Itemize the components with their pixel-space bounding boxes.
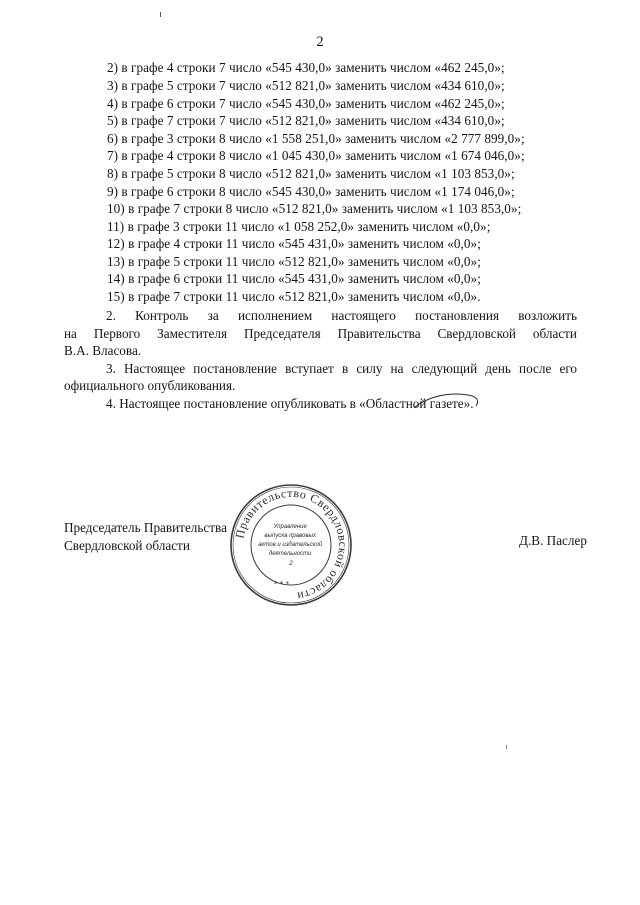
seal-line: деятельности — [268, 551, 312, 557]
seal-line: актов и издательской — [258, 542, 323, 548]
list-item: 5) в графе 7 строки 7 число «512 821,0» заменить числом «434 610,0»; — [107, 113, 505, 128]
seal-line: Управление — [273, 524, 307, 530]
svg-text:Управление выпуска право — [258, 524, 324, 567]
scan-mark — [506, 745, 507, 749]
paragraph-line: 3. Настоящее постановление вступает в силу на следующий день после его — [106, 361, 577, 376]
list-item: 4) в графе 6 строки 7 число «545 430,0» заменить числом «462 245,0»; — [107, 96, 505, 111]
seal-line: 2 — [289, 561, 293, 567]
list-item: 11) в графе 3 строки 11 число «1 058 252,0» заменить числом «0,0»; — [107, 219, 491, 234]
svg-text:Правительство Свердловской обл: Правительство Свердловской области — [232, 485, 351, 604]
signatory-title-line: Свердловской области — [64, 537, 190, 553]
paragraph-line: на Первого Заместителя Председателя Правительства Свердловской области — [64, 326, 577, 341]
scan-mark — [160, 12, 161, 17]
list-item: 15) в графе 7 строки 11 число «512 821,0» заменить числом «0,0». — [107, 289, 481, 304]
seal-line: выпуска правовых — [264, 533, 316, 539]
list-item: 2) в графе 4 строки 7 число «545 430,0» заменить числом «462 245,0»; — [107, 60, 505, 75]
list-item: 7) в графе 4 строки 8 число «1 045 430,0» заменить числом «1 674 046,0»; — [107, 148, 525, 163]
paragraph-line: 2. Контроль за исполнением настоящего постановления возложить — [106, 308, 577, 323]
signatory-name: Д.В. Паслер — [519, 533, 587, 548]
list-item: 13) в графе 5 строки 11 число «512 821,0» заменить числом «0,0»; — [107, 254, 481, 269]
list-item: 10) в графе 7 строки 8 число «512 821,0» заменить числом «1 103 853,0»; — [107, 201, 522, 216]
signatory-title — [64, 519, 227, 554]
signatory-title-line: Председатель Правительства — [64, 520, 227, 535]
list-item: 14) в графе 6 строки 11 число «545 431,0» заменить числом «0,0»; — [107, 271, 481, 286]
seal-stars: * * * — [274, 580, 289, 588]
paragraph-line: В.А. Власова. — [64, 343, 142, 358]
paragraph-line: официального опубликования. — [64, 378, 236, 393]
paragraph-line: 4. Настоящее постановление опубликовать в «Областной газете». — [106, 396, 474, 411]
list-item: 9) в графе 6 строки 8 число «545 430,0» заменить числом «1 174 046,0»; — [107, 184, 515, 199]
list-item: 6) в графе 3 строки 8 число «1 558 251,0» заменить числом «2 777 899,0»; — [107, 131, 525, 146]
page-number: 2 — [316, 34, 324, 50]
list-item: 12) в графе 4 строки 11 число «545 431,0» заменить числом «0,0»; — [107, 236, 481, 251]
list-item: 3) в графе 5 строки 7 число «512 821,0» заменить числом «434 610,0»; — [107, 78, 505, 93]
list-item: 8) в графе 5 строки 8 число «512 821,0» заменить числом «1 103 853,0»; — [107, 166, 515, 181]
official-seal — [228, 482, 354, 608]
handwritten-mark — [410, 390, 490, 414]
